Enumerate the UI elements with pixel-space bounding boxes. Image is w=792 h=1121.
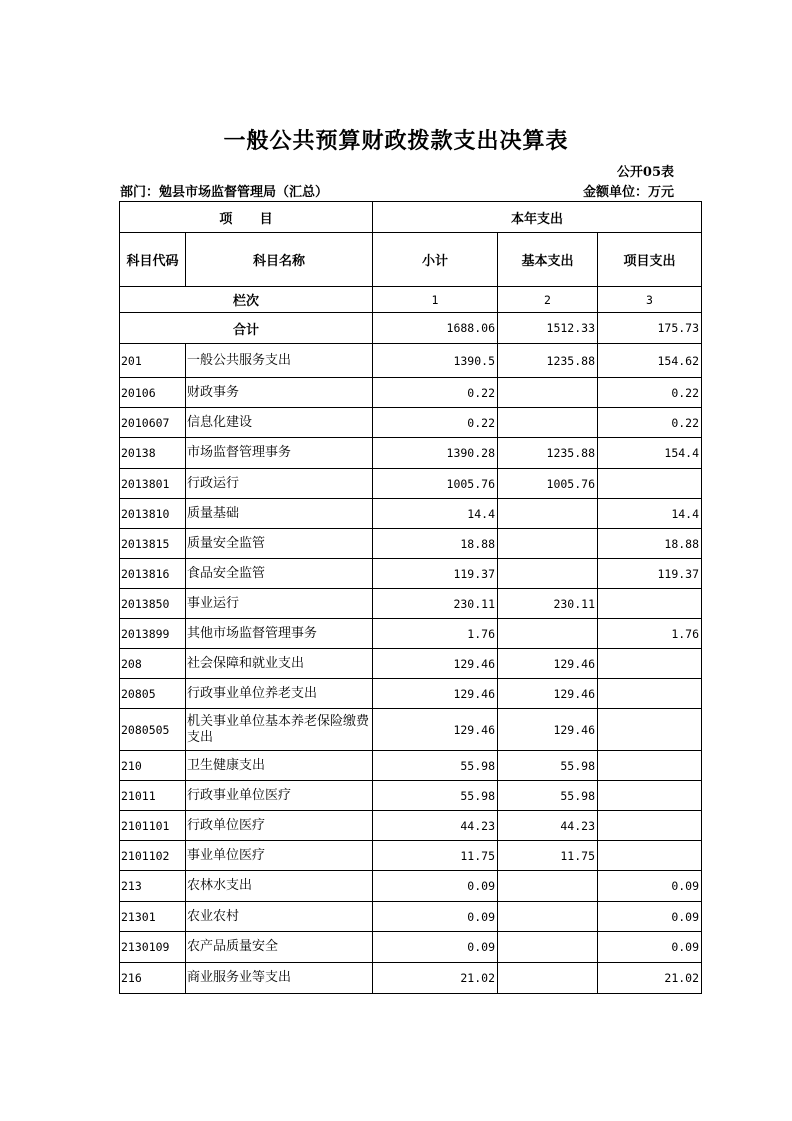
subject-code: 213 [120, 871, 186, 902]
project-value [598, 841, 702, 871]
basic-value: 129.46 [498, 649, 598, 679]
basic-value [498, 408, 598, 438]
table-row [120, 499, 702, 529]
table-row [120, 781, 702, 811]
project-value [598, 589, 702, 619]
basic-value [498, 619, 598, 649]
table-row [120, 378, 702, 408]
subtotal-value: 230.11 [373, 589, 498, 619]
subtotal-value: 129.46 [373, 709, 498, 751]
project-value: 0.09 [598, 932, 702, 963]
basic-value [498, 963, 598, 994]
total-row [120, 313, 702, 344]
table-row [120, 963, 702, 994]
subtotal-header: 小计 [373, 233, 498, 287]
table-row [120, 438, 702, 469]
header-row-2 [120, 233, 702, 287]
basic-value [498, 378, 598, 408]
page-title: 一般公共预算财政拨款支出决算表 [223, 128, 569, 154]
basic-value [498, 559, 598, 589]
subject-code: 208 [120, 649, 186, 679]
total-label: 合计 [120, 313, 373, 344]
table-row [120, 871, 702, 902]
project-value [598, 781, 702, 811]
subject-name: 商业服务业等支出 [186, 963, 373, 994]
subject-code: 20106 [120, 378, 186, 408]
subtotal-value: 55.98 [373, 781, 498, 811]
project-value [598, 649, 702, 679]
subject-name: 行政单位医疗 [186, 811, 373, 841]
table-row [120, 408, 702, 438]
total-basic: 1512.33 [498, 313, 598, 344]
project-value: 0.22 [598, 408, 702, 438]
subtotal-value: 119.37 [373, 559, 498, 589]
subject-code: 2010607 [120, 408, 186, 438]
subject-code: 2013816 [120, 559, 186, 589]
project-value: 154.4 [598, 438, 702, 469]
header-row-1 [120, 202, 702, 233]
subject-name: 财政事务 [186, 378, 373, 408]
basic-value: 129.46 [498, 679, 598, 709]
item-header: 项 目 [120, 202, 373, 233]
name-header: 科目名称 [186, 233, 373, 287]
subtotal-value: 0.22 [373, 408, 498, 438]
col2-index: 2 [498, 287, 598, 313]
subtotal-value: 18.88 [373, 529, 498, 559]
subject-name: 信息化建设 [186, 408, 373, 438]
project-value: 14.4 [598, 499, 702, 529]
basic-value: 44.23 [498, 811, 598, 841]
table-row [120, 902, 702, 932]
table-row [120, 841, 702, 871]
subject-name: 行政事业单位医疗 [186, 781, 373, 811]
subtotal-value: 129.46 [373, 649, 498, 679]
subject-code: 20805 [120, 679, 186, 709]
subject-name: 市场监督管理事务 [186, 438, 373, 469]
table-row [120, 469, 702, 499]
col1-index: 1 [373, 287, 498, 313]
subtotal-value: 55.98 [373, 751, 498, 781]
subject-code: 2101101 [120, 811, 186, 841]
subject-name: 机关事业单位基本养老保险缴费支出 [186, 709, 373, 751]
project-value: 0.22 [598, 378, 702, 408]
subject-name: 行政运行 [186, 469, 373, 499]
table-row [120, 619, 702, 649]
subject-code: 210 [120, 751, 186, 781]
subject-code: 2013815 [120, 529, 186, 559]
subject-name: 质量安全监管 [186, 529, 373, 559]
project-header: 项目支出 [598, 233, 702, 287]
subtotal-value: 0.22 [373, 378, 498, 408]
current-year-header: 本年支出 [373, 202, 702, 233]
table-row [120, 649, 702, 679]
subtotal-value: 14.4 [373, 499, 498, 529]
project-value [598, 751, 702, 781]
table-row [120, 559, 702, 589]
project-value [598, 709, 702, 751]
subject-name: 农产品质量安全 [186, 932, 373, 963]
table-row [120, 709, 702, 751]
subject-name: 行政事业单位养老支出 [186, 679, 373, 709]
table-row [120, 811, 702, 841]
project-value [598, 469, 702, 499]
table-row [120, 751, 702, 781]
subject-code: 201 [120, 344, 186, 378]
project-value: 1.76 [598, 619, 702, 649]
subject-code: 2013810 [120, 499, 186, 529]
basic-header: 基本支出 [498, 233, 598, 287]
column-index-label: 栏次 [120, 287, 373, 313]
form-number: 公开05表 [616, 165, 674, 180]
unit-label: 金额单位：万元 [582, 185, 674, 200]
subject-code: 2080505 [120, 709, 186, 751]
subject-name: 其他市场监督管理事务 [186, 619, 373, 649]
basic-value: 1235.88 [498, 438, 598, 469]
basic-value [498, 529, 598, 559]
subject-code: 21301 [120, 902, 186, 932]
basic-value: 11.75 [498, 841, 598, 871]
subtotal-value: 0.09 [373, 932, 498, 963]
subtotal-value: 0.09 [373, 902, 498, 932]
subtotal-value: 1390.28 [373, 438, 498, 469]
basic-value [498, 902, 598, 932]
subject-name: 社会保障和就业支出 [186, 649, 373, 679]
subtotal-value: 1390.5 [373, 344, 498, 378]
project-value [598, 679, 702, 709]
subject-code: 2013899 [120, 619, 186, 649]
subject-code: 20138 [120, 438, 186, 469]
subtotal-value: 1005.76 [373, 469, 498, 499]
subtotal-value: 21.02 [373, 963, 498, 994]
project-value: 0.09 [598, 871, 702, 902]
project-value: 154.62 [598, 344, 702, 378]
subject-code: 2013801 [120, 469, 186, 499]
subject-name: 食品安全监管 [186, 559, 373, 589]
subject-code: 2101102 [120, 841, 186, 871]
table-row [120, 679, 702, 709]
table-row [120, 529, 702, 559]
subtotal-value: 0.09 [373, 871, 498, 902]
basic-value [498, 499, 598, 529]
subject-code: 2130109 [120, 932, 186, 963]
table-row [120, 932, 702, 963]
project-value: 119.37 [598, 559, 702, 589]
project-value: 18.88 [598, 529, 702, 559]
table-row [120, 344, 702, 378]
subject-code: 216 [120, 963, 186, 994]
subtotal-value: 129.46 [373, 679, 498, 709]
subject-name: 事业单位医疗 [186, 841, 373, 871]
code-header: 科目代码 [120, 233, 186, 287]
basic-value [498, 932, 598, 963]
subject-name: 农业农村 [186, 902, 373, 932]
total-project: 175.73 [598, 313, 702, 344]
subject-code: 2013850 [120, 589, 186, 619]
total-subtotal: 1688.06 [373, 313, 498, 344]
subject-code: 21011 [120, 781, 186, 811]
subject-name: 一般公共服务支出 [186, 344, 373, 378]
subject-name: 农林水支出 [186, 871, 373, 902]
subtotal-value: 1.76 [373, 619, 498, 649]
subtotal-value: 44.23 [373, 811, 498, 841]
subject-name: 卫生健康支出 [186, 751, 373, 781]
column-index-row [120, 287, 702, 313]
table-row [120, 589, 702, 619]
department-label: 部门：勉县市场监督管理局（汇总） [120, 185, 329, 200]
subject-name: 质量基础 [186, 499, 373, 529]
basic-value: 55.98 [498, 751, 598, 781]
project-value: 0.09 [598, 902, 702, 932]
project-value: 21.02 [598, 963, 702, 994]
basic-value: 55.98 [498, 781, 598, 811]
basic-value: 1235.88 [498, 344, 598, 378]
col3-index: 3 [598, 287, 702, 313]
basic-value: 230.11 [498, 589, 598, 619]
basic-value: 129.46 [498, 709, 598, 751]
subject-name: 事业运行 [186, 589, 373, 619]
project-value [598, 811, 702, 841]
basic-value [498, 871, 598, 902]
basic-value: 1005.76 [498, 469, 598, 499]
subtotal-value: 11.75 [373, 841, 498, 871]
expenditure-table [119, 201, 702, 994]
